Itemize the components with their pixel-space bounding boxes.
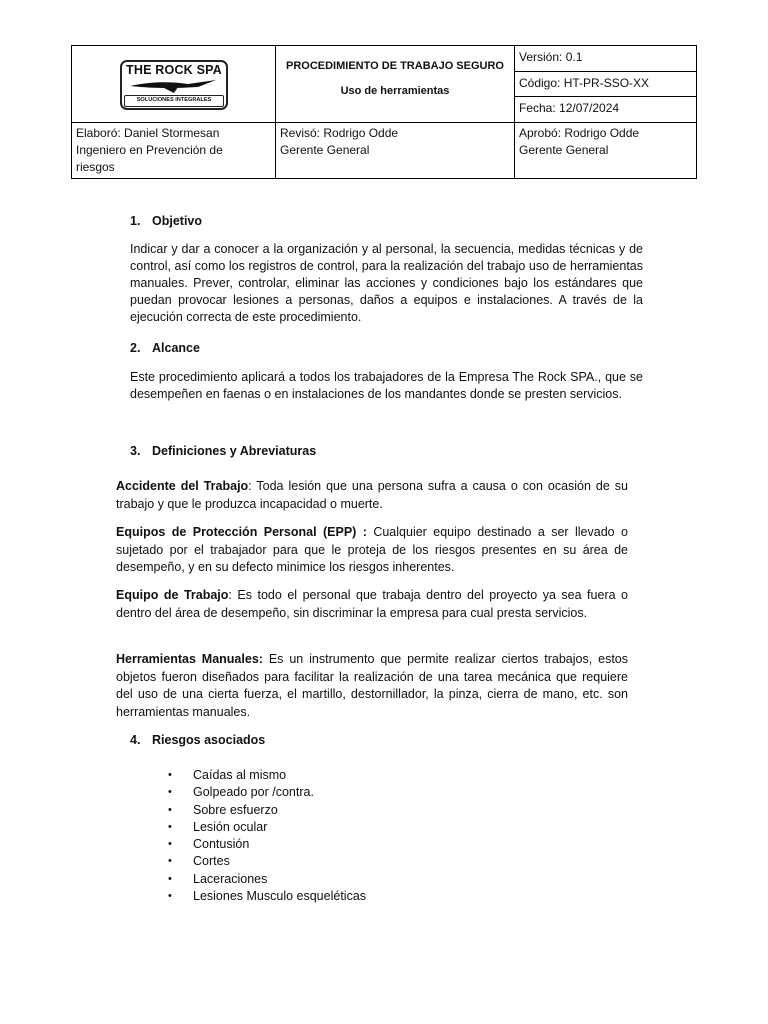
doc-title: Uso de herramientas <box>340 85 450 97</box>
reviso-line2: Gerente General <box>280 143 370 157</box>
company-logo <box>120 60 228 110</box>
definition-text: Cualquier equipo destinado a ser llevado o sujetado por el trabajador para que le proteja de los riesgos presentes en su área de desempeño, y en su defecto minimice los riesgos inherentes. <box>116 525 628 574</box>
definition-sep: : <box>248 479 252 493</box>
section-title: Alcance <box>152 341 200 355</box>
date-cell: Fecha: 12/07/2024 <box>515 97 697 123</box>
section-title: Riesgos asociados <box>152 733 266 747</box>
definition-term: Equipo de Trabajo <box>116 588 229 602</box>
section-number: 1. <box>130 214 141 228</box>
risk-label: Lesiones Musculo esqueléticas <box>193 889 367 904</box>
objetivo-paragraph: Indicar y dar a conocer a la organización y al personal, la secuencia, medidas técnicas y de control, así como los registros de control, para la realización del trabajo uso de herramientas manuales. Prever, controlar, eliminar las acciones y condiciones bajo los estándares que puedan provocar lesiones a personas, daños a equipos e instalaciones. A través de la ejecución correcta de este procedimiento. <box>130 242 643 324</box>
definition-accidente <box>116 478 628 513</box>
bullet-icon: • <box>168 855 172 868</box>
aprobo-cell <box>515 123 697 179</box>
risk-label: Lesión ocular <box>193 819 268 834</box>
aprobo-line2: Gerente General <box>519 143 609 157</box>
definition-term: Herramientas Manuales: <box>116 652 263 666</box>
reviso-line1: Revisó: Rodrigo Odde <box>280 126 399 140</box>
definition-equipo-trabajo <box>116 587 628 622</box>
bullet-icon: • <box>168 820 172 833</box>
aprobo-line1: Aprobó: Rodrigo Odde <box>519 126 640 140</box>
bullet-icon: • <box>168 872 172 885</box>
bullet-icon: • <box>168 803 172 816</box>
definition-sep: : <box>228 588 232 602</box>
definition-herramientas <box>116 651 628 721</box>
list-item <box>168 819 366 836</box>
alcance-paragraph: Este procedimiento aplicará a todos los trabajadores de la Empresa The Rock SPA., que se desempeñen en faenas o en instalaciones de los mandantes donde se presten servicios. <box>130 370 643 401</box>
code-cell: Código: HT-PR-SSO-XX <box>515 71 697 97</box>
risk-label: Cortes <box>193 854 230 869</box>
section-heading-objetivo <box>130 214 202 228</box>
section-number: 3. <box>130 444 141 458</box>
risk-label: Contusión <box>193 837 250 852</box>
list-item <box>168 836 366 853</box>
risk-list <box>168 767 366 905</box>
section-title: Definiciones y Abreviaturas <box>152 444 317 458</box>
risk-label: Laceraciones <box>193 871 268 886</box>
elaboro-line2: Ingeniero en Prevención de <box>76 143 223 157</box>
section-heading-definiciones <box>130 444 316 458</box>
definition-term: Accidente del Trabajo <box>116 479 249 493</box>
risk-label: Caídas al mismo <box>193 768 287 782</box>
section-title: Objetivo <box>152 214 203 228</box>
logo-name: THE ROCK SPA <box>126 63 222 77</box>
risk-label: Sobre esfuerzo <box>193 802 278 817</box>
risk-label: Golpeado por /contra. <box>193 785 314 800</box>
reviso-cell <box>276 123 515 179</box>
bullet-icon: • <box>168 890 172 903</box>
logo-tagline: SOLUCIONES INTEGRALES <box>124 95 224 107</box>
swoosh-icon <box>128 78 220 94</box>
section-number: 4. <box>130 733 141 747</box>
bullet-icon: • <box>168 838 172 851</box>
list-item <box>168 853 366 870</box>
definition-term: Equipos de Protección Personal (EPP) : <box>116 525 367 539</box>
elaboro-line1: Elaboró: Daniel Stormesan <box>76 126 220 140</box>
bullet-icon: • <box>168 786 172 799</box>
list-item <box>168 767 366 784</box>
logo-cell <box>72 46 276 123</box>
section-heading-alcance <box>130 341 200 355</box>
title-cell <box>276 46 515 123</box>
definition-epp <box>116 524 628 577</box>
header-table <box>71 45 697 179</box>
section-number: 2. <box>130 341 141 355</box>
definition-text: Es un instrumento que permite realizar ciertos trabajos, estos objetos fueron diseñados para facilitar la realización de una tarea mecánica que requiere del uso de una cierta fuerza, el martillo, destornillador, la pinza, cierra de mano, etc. son herramientas manuales. <box>116 652 628 719</box>
definition-text: Toda lesión que una persona sufra a causa o con ocasión de su trabajo y que le produzca incapacidad o muerte. <box>116 479 628 511</box>
elaboro-line3: riesgos <box>76 160 115 174</box>
elaboro-cell <box>72 123 276 179</box>
list-item <box>168 784 366 801</box>
list-item <box>168 802 366 819</box>
version-cell: Versión: 0.1 <box>515 46 697 72</box>
list-item <box>168 871 366 888</box>
bullet-icon: • <box>168 769 172 781</box>
section-heading-riesgos <box>130 733 265 747</box>
list-item <box>168 888 366 905</box>
doc-type: PROCEDIMIENTO DE TRABAJO SEGURO <box>286 60 504 72</box>
definition-text: Es todo el personal que trabaja dentro del proyecto ya sea fuera o dentro del área de desempeño, sin discriminar la empresa para cual presta servicios. <box>116 588 629 620</box>
